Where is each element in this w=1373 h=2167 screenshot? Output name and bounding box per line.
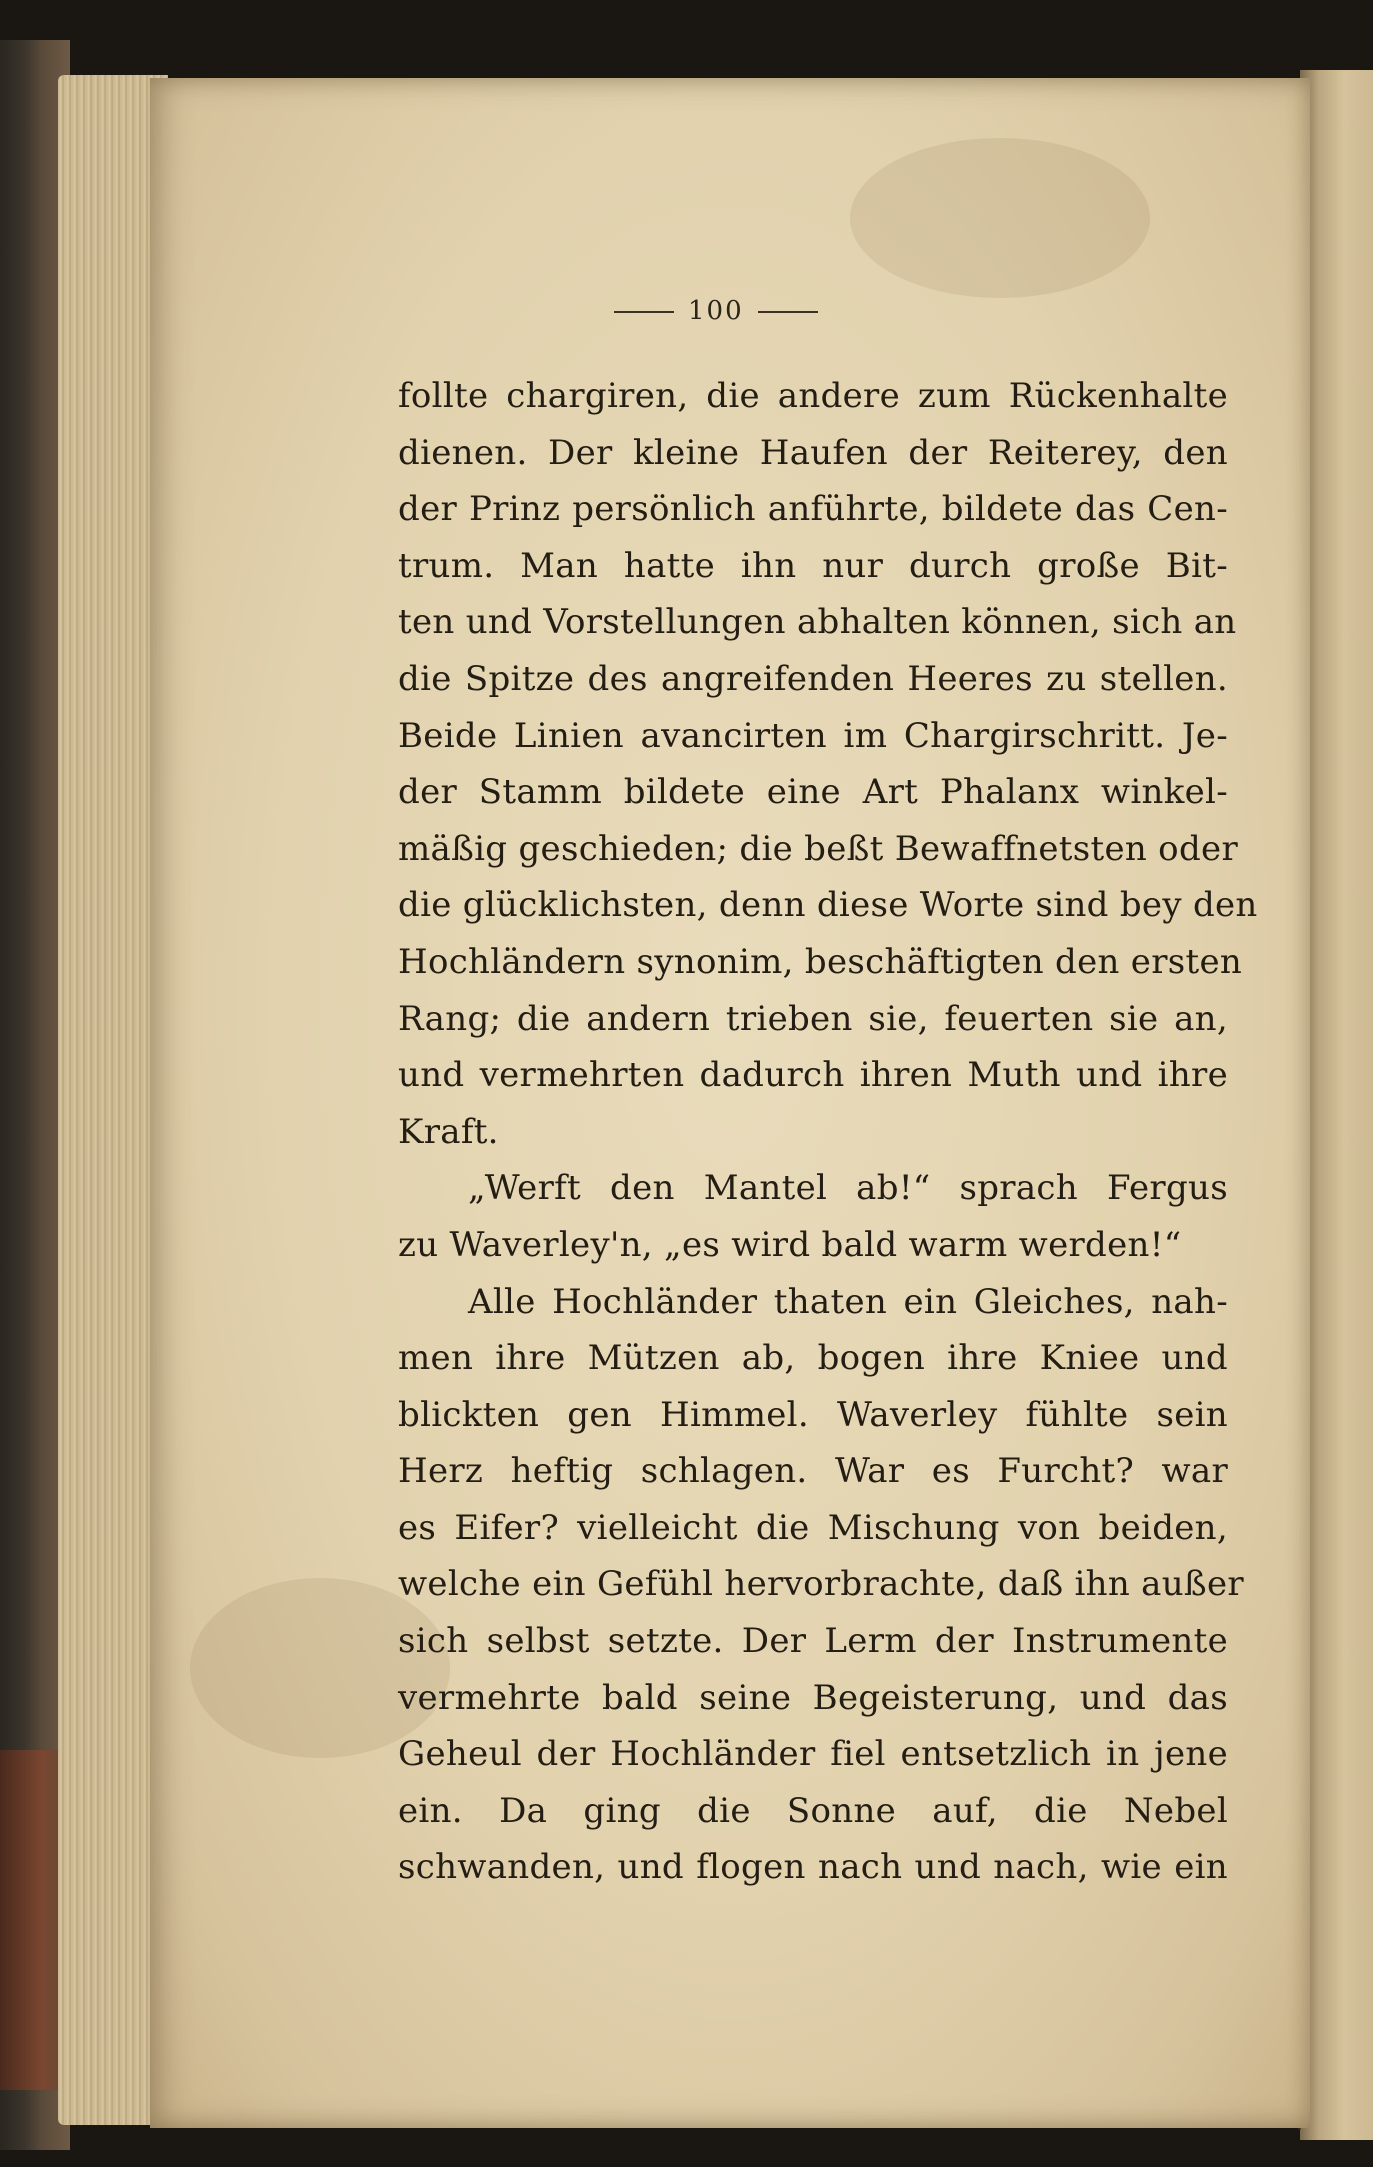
page-header — [600, 296, 1000, 336]
text-line: Geheul der Hochländer fiel entsetzlich in jene — [398, 1734, 1228, 1775]
header-dash-right — [758, 311, 818, 313]
text-line: men ihre Mützen ab, bogen ihre Kniee und — [398, 1338, 1228, 1379]
text-line: dienen. Der kleine Haufen der Reiterey, den — [398, 432, 1228, 473]
text-line: Rang; die andern trieben sie, feuerten sie an, — [398, 998, 1228, 1039]
text-line: und vermehrten dadurch ihren Muth und ihre — [398, 1055, 1228, 1096]
text-line: die Spitze des angreifenden Heeres zu stellen. — [398, 658, 1228, 699]
text-line: „Werft den Mantel ab!“ sprach Fergus — [468, 1168, 1228, 1209]
text-line: es Eifer? vielleicht die Mischung von beiden, — [398, 1507, 1228, 1548]
text-line: blickten gen Himmel. Waverley fühlte sein — [398, 1394, 1228, 1435]
text-line: die glücklichsten, denn diese Worte sind bey den — [398, 885, 1258, 926]
text-line: follte chargiren, die andere zum Rückenhalte — [398, 376, 1228, 416]
text-line: mäßig geschieden; die beßt Bewaffnetsten oder — [398, 828, 1238, 869]
text-line: vermehrte bald seine Begeisterung, und das — [398, 1677, 1228, 1718]
text-line: welche ein Gefühl hervorbrachte, daß ihn außer — [398, 1564, 1244, 1605]
text-line: trum. Man hatte ihn nur durch große Bit- — [398, 545, 1228, 586]
text-line: Kraft. — [398, 1111, 499, 1152]
text-line: schwanden, und flogen nach und nach, wie ein — [398, 1847, 1228, 1888]
text-line: zu Waverley'n, „es wird bald warm werden!“ — [398, 1224, 1182, 1265]
binding-cloth-corner — [0, 1750, 60, 2090]
page-number: 100 — [688, 296, 744, 326]
text-line: Beide Linien avancirten im Chargirschritt. Je- — [398, 715, 1228, 756]
text-line: ein. Da ging die Sonne auf, die Nebel — [398, 1790, 1228, 1831]
text-line: ten und Vorstellungen abhalten können, sich an — [398, 602, 1237, 643]
text-line: Herz heftig schlagen. War es Furcht? war — [398, 1451, 1228, 1492]
header-dash-left — [614, 311, 674, 313]
text-line: der Prinz persönlich anführte, bildete das Cen- — [398, 489, 1228, 530]
facing-page-edge — [1300, 70, 1373, 2140]
body-text — [398, 368, 1258, 1896]
paper-stain — [850, 138, 1150, 298]
text-line: Alle Hochländer thaten ein Gleiches, nah- — [468, 1281, 1228, 1322]
text-line: sich selbst setzte. Der Lerm der Instrumente — [398, 1621, 1228, 1662]
text-line: Hochländern synonim, beschäftigten den ersten — [398, 941, 1243, 982]
text-line: der Stamm bildete eine Art Phalanx winkel- — [398, 772, 1228, 813]
